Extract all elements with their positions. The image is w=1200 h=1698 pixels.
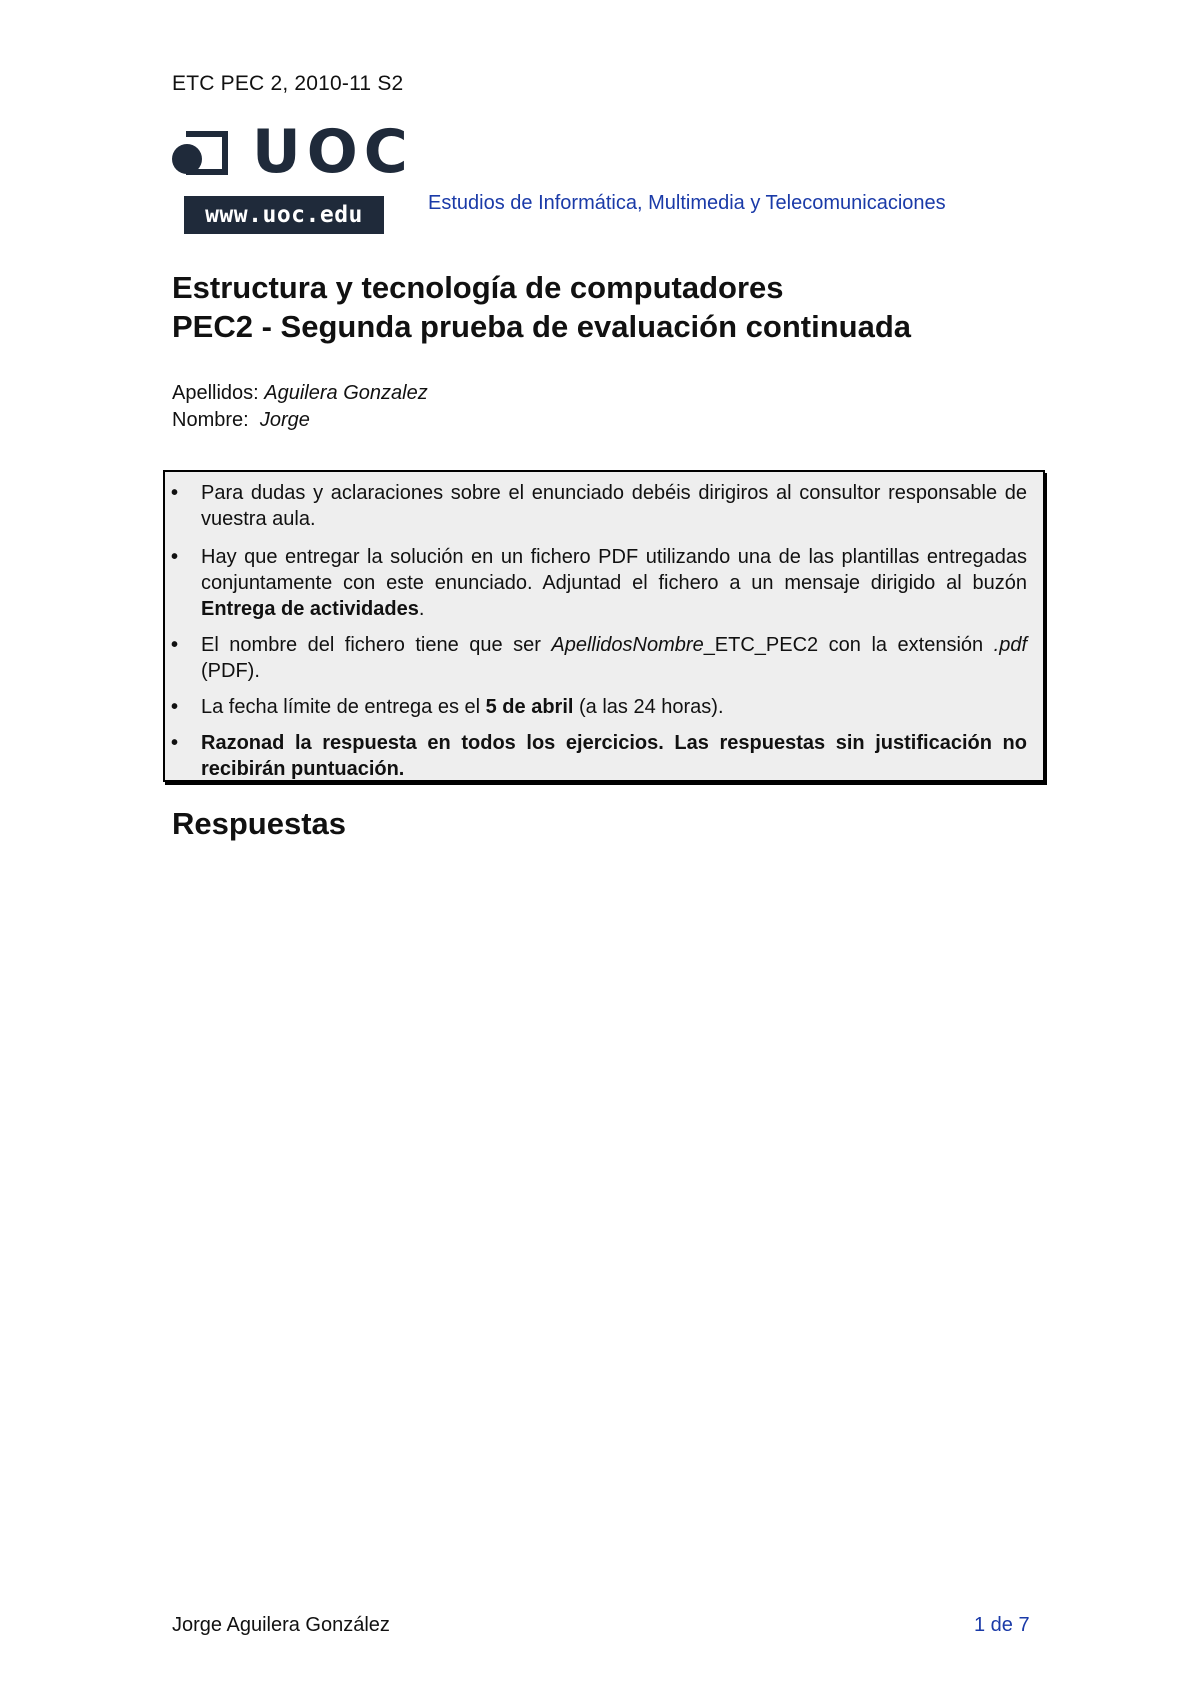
instruction-item-doubts: • Para dudas y aclaraciones sobre el enunciado debéis dirigiros al consultor responsable de vuestra aula. (201, 480, 1027, 532)
filename-extension: .pdf (993, 634, 1027, 656)
delivery-text: Hay que entregar la solución en un fichero PDF utilizando una de las plantillas entregadas conjuntamente con este enunciado. Adjuntad el fichero a un mensaje dirigido al buzón (201, 546, 1027, 594)
name-label: Nombre: (172, 409, 249, 431)
footer-page-number: 1 de 7 (974, 1614, 1030, 1636)
delivery-mailbox: Entrega de actividades (201, 598, 419, 620)
instruction-item-filename (201, 632, 1027, 684)
instruction-item-delivery (201, 544, 1027, 622)
deadline-text: La fecha límite de entrega es el (201, 696, 486, 718)
instruction-item-deadline (201, 694, 1027, 720)
logo-wordmark: UOC (252, 117, 414, 187)
title-line-course: Estructura y tecnología de computadores (172, 270, 784, 305)
instruction-item-reasoning: • Razonad la respuesta en todos los ejercicios. Las respuestas sin justificación no recibirán puntuación. (201, 730, 1027, 782)
studies-department: Estudios de Informática, Multimedia y Telecomunicaciones (428, 192, 946, 214)
deadline-time: (a las 24 horas). (573, 696, 724, 718)
section-heading-answers: Respuestas (172, 806, 347, 841)
student-fields (172, 380, 428, 434)
document-header-code: ETC PEC 2, 2010-11 S2 (172, 72, 404, 95)
uoc-logo (172, 117, 414, 234)
surname-value: Aguilera Gonzalez (264, 382, 428, 404)
delivery-end: . (418, 598, 425, 620)
filename-suffix: _ETC_PEC2 con la extensión (703, 634, 994, 656)
surname-field (172, 380, 428, 407)
name-field (172, 407, 428, 434)
logo-box-top (186, 131, 228, 137)
filename-pattern: ApellidosNombre (551, 634, 704, 656)
name-value: Jorge (259, 409, 310, 431)
document-title (172, 268, 911, 346)
logo-url: www.uoc.edu (184, 196, 384, 234)
title-line-test: PEC2 - Segunda prueba de evaluación continuada (172, 309, 911, 344)
deadline-date: 5 de abril (485, 696, 574, 718)
logo-dot-shape (172, 144, 202, 174)
footer-author: Jorge Aguilera González (172, 1614, 390, 1636)
instructions-box (163, 470, 1045, 782)
filename-text: El nombre del fichero tiene que ser (201, 634, 552, 656)
filename-end: (PDF). (201, 660, 260, 682)
surname-label: Apellidos: (172, 382, 259, 404)
